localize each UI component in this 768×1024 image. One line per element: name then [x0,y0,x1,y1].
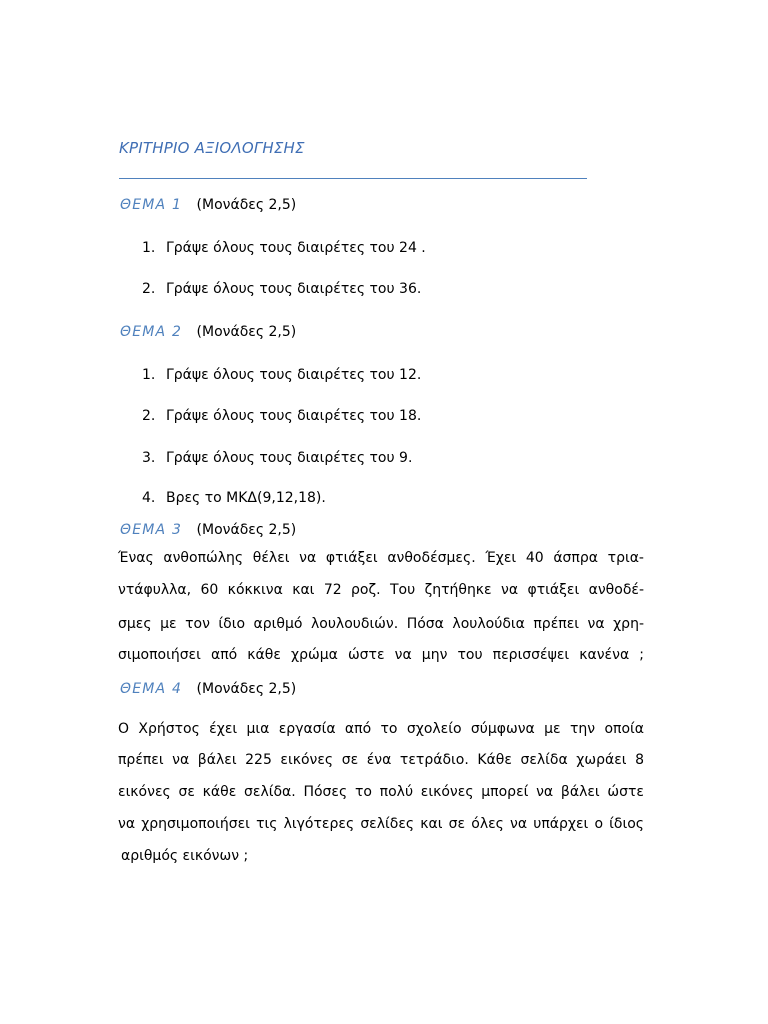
theme4-line-4: να χρησιμοποιήσει τις λιγότερες σελίδες και σε όλες να υπάρχει ο ίδιος [118,816,644,832]
theme2-item-2 [142,408,421,424]
item-number: 1. [142,367,156,383]
theme4-line-5: αριθμός εικόνων ; [121,848,249,864]
theme3-line-2: ντάφυλλα, 60 κόκκινα και 72 ροζ. Του ζητήθηκε να φτιάξει ανθοδέ- [118,582,644,598]
theme3-line-4: σιμοποιήσει από κάθε χρώμα ώστε να μην του περισσέψει κανένα ; [118,647,644,663]
item-text: Γράψε όλους τους διαιρέτες του 9. [166,450,413,466]
theme2-label: ΘΕΜΑ 2 [120,324,183,340]
item-text: Γράψε όλους τους διαιρέτες του 24 . [166,240,426,256]
theme4-points: (Μονάδες 2,5) [196,681,297,697]
document-title: ΚΡΙΤΗΡΙΟ ΑΞΙΟΛΟΓΗΣΗΣ [119,139,305,157]
theme4-line-3: εικόνες σε κάθε σελίδα. Πόσες το πολύ εικόνες μπορεί να βάλει ώστε [118,784,644,800]
theme1-points: (Μονάδες 2,5) [196,197,297,213]
item-text: Γράψε όλους τους διαιρέτες του 18. [166,408,422,424]
theme2-item-3 [142,450,412,466]
item-text: Γράψε όλους τους διαιρέτες του 12. [166,367,422,383]
theme4-heading [120,681,296,697]
item-number: 2. [142,281,156,297]
theme3-line-1: Ένας ανθοπώλης θέλει να φτιάξει ανθοδέσμες. Έχει 40 άσπρα τρια- [118,550,644,566]
theme3-heading [120,522,296,538]
theme4-line-1: Ο Χρήστος έχει μια εργασία από το σχολείο σύμφωνα με την οποία [118,721,644,737]
theme2-heading [120,324,296,340]
item-text: Γράψε όλους τους διαιρέτες του 36. [166,281,422,297]
theme4-line-2: πρέπει να βάλει 225 εικόνες σε ένα τετράδιο. Κάθε σελίδα χωράει 8 [118,752,644,768]
theme3-label: ΘΕΜΑ 3 [120,522,183,538]
theme3-points: (Μονάδες 2,5) [196,522,297,538]
item-number: 3. [142,450,156,466]
theme1-label: ΘΕΜΑ 1 [120,197,183,213]
theme1-item-2 [142,281,421,297]
item-number: 2. [142,408,156,424]
theme2-item-4 [142,490,326,506]
theme3-line-3: σμες με τον ίδιο αριθμό λουλουδιών. Πόσα λουλούδια πρέπει να χρη- [118,616,644,632]
theme1-item-1 [142,240,426,256]
item-number: 4. [142,490,156,506]
item-number: 1. [142,240,156,256]
theme2-item-1 [142,367,421,383]
theme2-points: (Μονάδες 2,5) [196,324,297,340]
theme4-label: ΘΕΜΑ 4 [120,681,183,697]
item-text: Βρες το ΜΚΔ(9,12,18). [166,490,326,506]
title-underline [119,178,587,179]
theme1-heading [120,197,296,213]
